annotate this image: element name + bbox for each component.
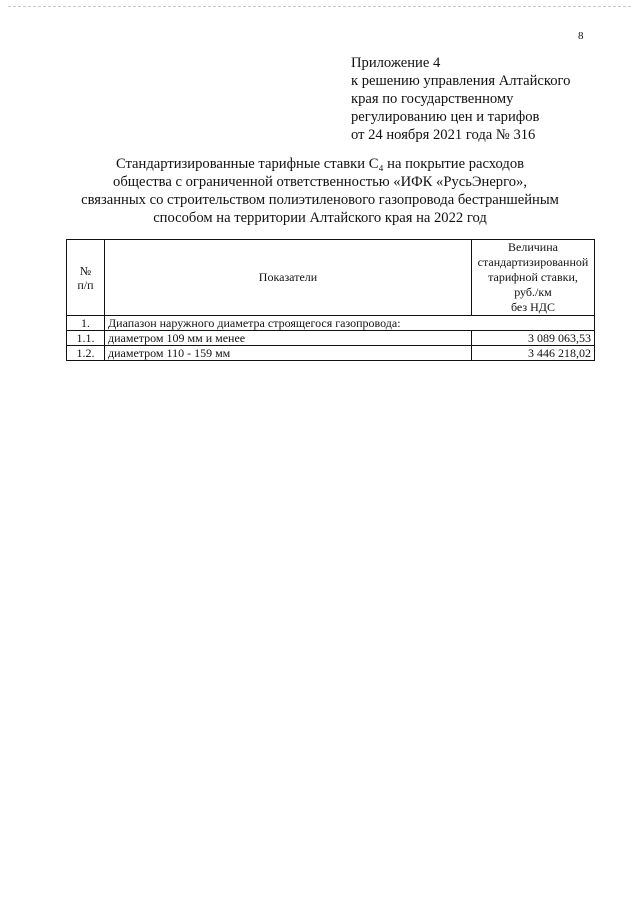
row-indicator: диаметром 109 мм и менее (105, 331, 472, 346)
document-title (60, 155, 580, 227)
row-indicator: Диапазон наружного диаметра строящегося газопровода: (105, 316, 595, 331)
table-row (67, 331, 595, 346)
title-line: способом на территории Алтайского края на 2022 год (153, 210, 487, 226)
header-value (472, 240, 595, 316)
table-header-row (67, 240, 595, 316)
page-number: 8 (578, 30, 584, 42)
title-line: общества с ограниченной ответственностью «ИФК «РусьЭнерго», (113, 174, 527, 190)
appendix-line: края по государственному (351, 91, 514, 107)
row-number: 1.1. (67, 331, 105, 346)
row-value: 3 089 063,53 (472, 331, 595, 346)
appendix-header (351, 54, 631, 144)
appendix-line: от 24 ноября 2021 года № 316 (351, 127, 536, 143)
header-value-line: руб./км (514, 285, 552, 299)
header-value-line: без НДС (510, 300, 555, 314)
appendix-line: Приложение 4 (351, 55, 441, 71)
page-top-edge (8, 6, 631, 7)
row-number: 1. (67, 316, 105, 331)
table-row (67, 316, 595, 331)
appendix-line: к решению управления Алтайского (351, 73, 571, 89)
title-line: связанных со строительством полиэтиленового газопровода бестраншейным (81, 192, 559, 208)
header-number-line: п/п (77, 277, 94, 292)
row-indicator: диаметром 110 - 159 мм (105, 346, 472, 361)
row-number: 1.2. (67, 346, 105, 361)
header-value-line: тарифной ставки, (488, 270, 578, 284)
table-row (67, 346, 595, 361)
header-number (67, 240, 105, 316)
row-value: 3 446 218,02 (472, 346, 595, 361)
title-line: Стандартизированные тарифные ставки C₄ на покрытие расходов (115, 156, 525, 172)
tariff-rates-table (66, 239, 595, 361)
header-value-line: стандартизированной (477, 255, 589, 269)
header-number-line: № (79, 263, 92, 278)
header-value-line: Величина (508, 240, 558, 254)
header-indicators: Показатели (105, 240, 472, 316)
appendix-line: регулированию цен и тарифов (351, 109, 540, 125)
